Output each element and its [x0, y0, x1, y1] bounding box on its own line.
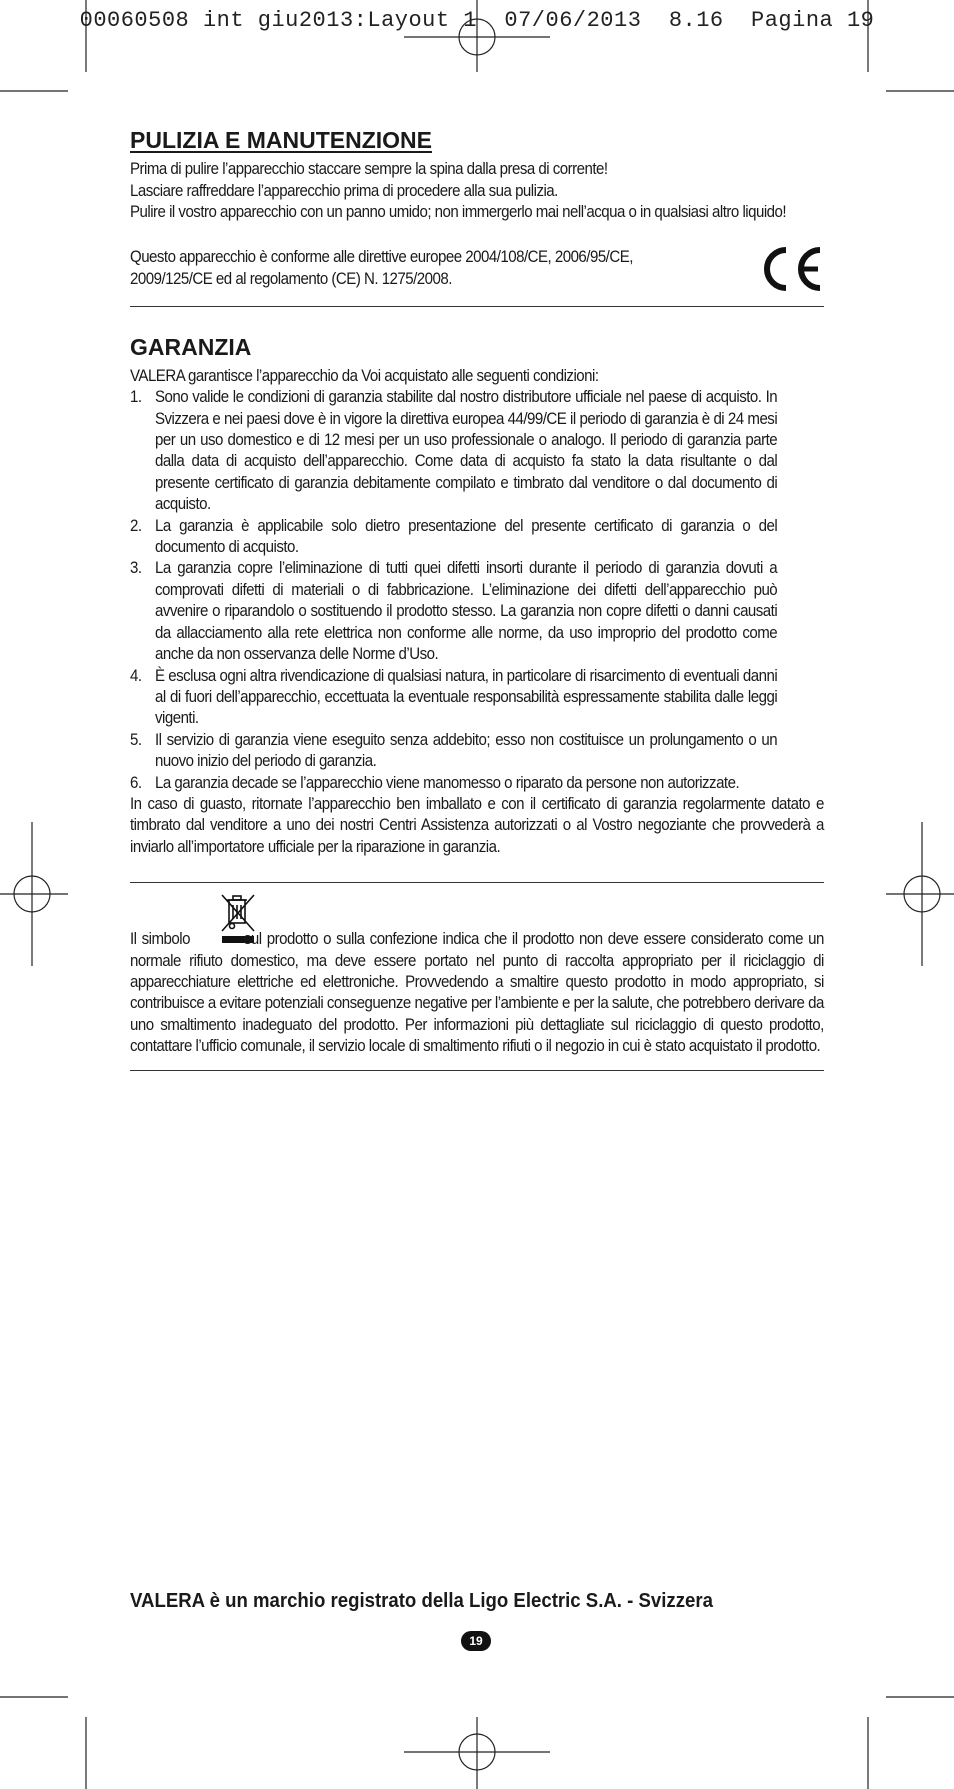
disposal-section [130, 893, 824, 1057]
cleaning-line-1: Prima di pulire l’apparecchio staccare sempre la spina dalla presa di corrente! [130, 160, 608, 179]
warranty-title: GARANZIA [130, 333, 252, 360]
disposal-text [130, 893, 824, 1057]
warranty-intro: VALERA garantisce l’apparecchio da Voi acquistato alle seguenti condizioni: [130, 366, 599, 385]
conformity-row [130, 246, 824, 292]
cleaning-line-3: Pulire il vostro apparecchio con un panno umido; non immergerlo mai nell’acqua o in qualsiasi altro liquido! [130, 203, 787, 222]
cleaning-title: PULIZIA E MANUTENZIONE [130, 127, 432, 153]
registration-mark-bottom [404, 1717, 550, 1789]
list-item-text: La garanzia è applicabile solo dietro presentazione del presente certificato di garanzia o del documento di acquisto. [155, 516, 778, 557]
list-item [130, 730, 824, 773]
list-item-number: 3. [130, 559, 142, 578]
list-item [130, 666, 824, 730]
list-item [130, 387, 824, 515]
list-item-text: Il servizio di garanzia viene eseguito senza addebito; esso non costituisce un prolungamento o un nuovo inizio del periodo di garanzia. [155, 730, 778, 771]
list-item-number: 6. [130, 773, 142, 792]
page-number-badge: 19 [461, 1631, 491, 1651]
divider-1 [130, 306, 824, 307]
conformity-statement: Questo apparecchio è conforme alle direttive europee 2004/108/CE, 2006/95/CE, 2009/125/CE ed al regolamento (CE) N. 1275/2008. [130, 248, 633, 288]
list-item-number: 4. [130, 666, 142, 685]
cleaning-line-2: Lasciare raffreddare l’apparecchio prima di procedere alla sua pulizia. [130, 181, 558, 200]
warranty-conditions-list [130, 387, 824, 794]
list-item-number: 1. [130, 388, 142, 407]
list-item-text: È esclusa ogni altra rivendicazione di qualsiasi natura, in particolare di risarcimento di eventuali danni al di fuori dell’apparecchio, eccettuata la eventuale responsabilità espressamente stabilita dalle leggi vigenti. [155, 666, 778, 728]
disposal-body: sul prodotto o sulla confezione indica che il prodotto non deve essere considerato come un normale rifiuto domestico, ma deve essere portato nel punto di raccolta appropriato per il riciclaggio di apparecchiature elettriche ed elettroniche. Provvedendo a smaltire questo prodotto in modo appropriato, si contribuisce a evitare potenziali conseguenze negative per l’ambiente e per la salute, che potrebbero derivare da uno smaltimento inadeguato del prodotto. Per informazioni più dettagliate sul riciclaggio di questo prodotto, contattare l’ufficio comunale, il servizio locale di smaltimento rifiuti o il negozio in cui è stato acquistato il prodotto. [130, 930, 824, 1056]
registration-mark-left [0, 822, 68, 966]
registration-mark-top [404, 0, 550, 72]
disposal-prefix: Il simbolo [130, 930, 190, 949]
list-item-text: La garanzia decade se l’apparecchio viene manomesso o riparato da persone non autorizzate. [155, 773, 740, 792]
list-item [130, 516, 824, 559]
list-item-text: La garanzia copre l’eliminazione di tutti quei difetti insorti durante il periodo di garanzia dovuti a comprovati difetti di materiali o di fabbricazione. L’eliminazione dei difetti dell’apparecchio può avvenire o riparandolo o sostituendo il prodotto stesso. La garanzia non copre difetti o danni causati da allacciamento alla rete elettrica non conforme alle norme, da uso improprio del prodotto come anche da non osservanza delle Norme d’Uso. [155, 559, 778, 664]
divider-2 [130, 882, 824, 883]
page-content [130, 128, 824, 1071]
list-item-text: Sono valide le condizioni di garanzia stabilite dal nostro distributore ufficiale nel paese di acquisto. In Svizzera e nei paesi dove è in vigore la direttiva europea 44/99/CE il periodo di garanzia è di 24 mesi per un uso domestico e di 12 mesi per un uso professionale o analogo. Il periodo di garanzia parte dalla data di acquisto dell’apparecchio. Come data di acquisto fa stato la data risultante o dal presente certificato di garanzia debitamente compilato e timbrato dal venditore o dal documento di acquisto. [155, 388, 778, 514]
print-slug-line: 00060508 int giu2013:Layout 1 07/06/2013 8.16 Pagina 19 [79, 8, 875, 33]
registration-mark-right [886, 822, 954, 966]
divider-3 [130, 1070, 824, 1071]
list-item-number: 2. [130, 516, 142, 535]
warranty-closing: In caso di guasto, ritornate l’apparecchio ben imballato e con il certificato di garanzia regolarmente datato e timbrato dal venditore a uno dei nostri Centri Assistenza autorizzati o al Vostro negoziante che provvederà a inviarlo all’importatore ufficiale per la riparazione in garanzia. [130, 794, 824, 856]
list-item [130, 558, 824, 665]
brand-trademark-line: VALERA è un marchio registrato della Ligo Electric S.A. - Svizzera [130, 1590, 713, 1612]
ce-mark-icon [760, 246, 824, 292]
list-item [130, 773, 824, 794]
list-item-number: 5. [130, 730, 142, 749]
